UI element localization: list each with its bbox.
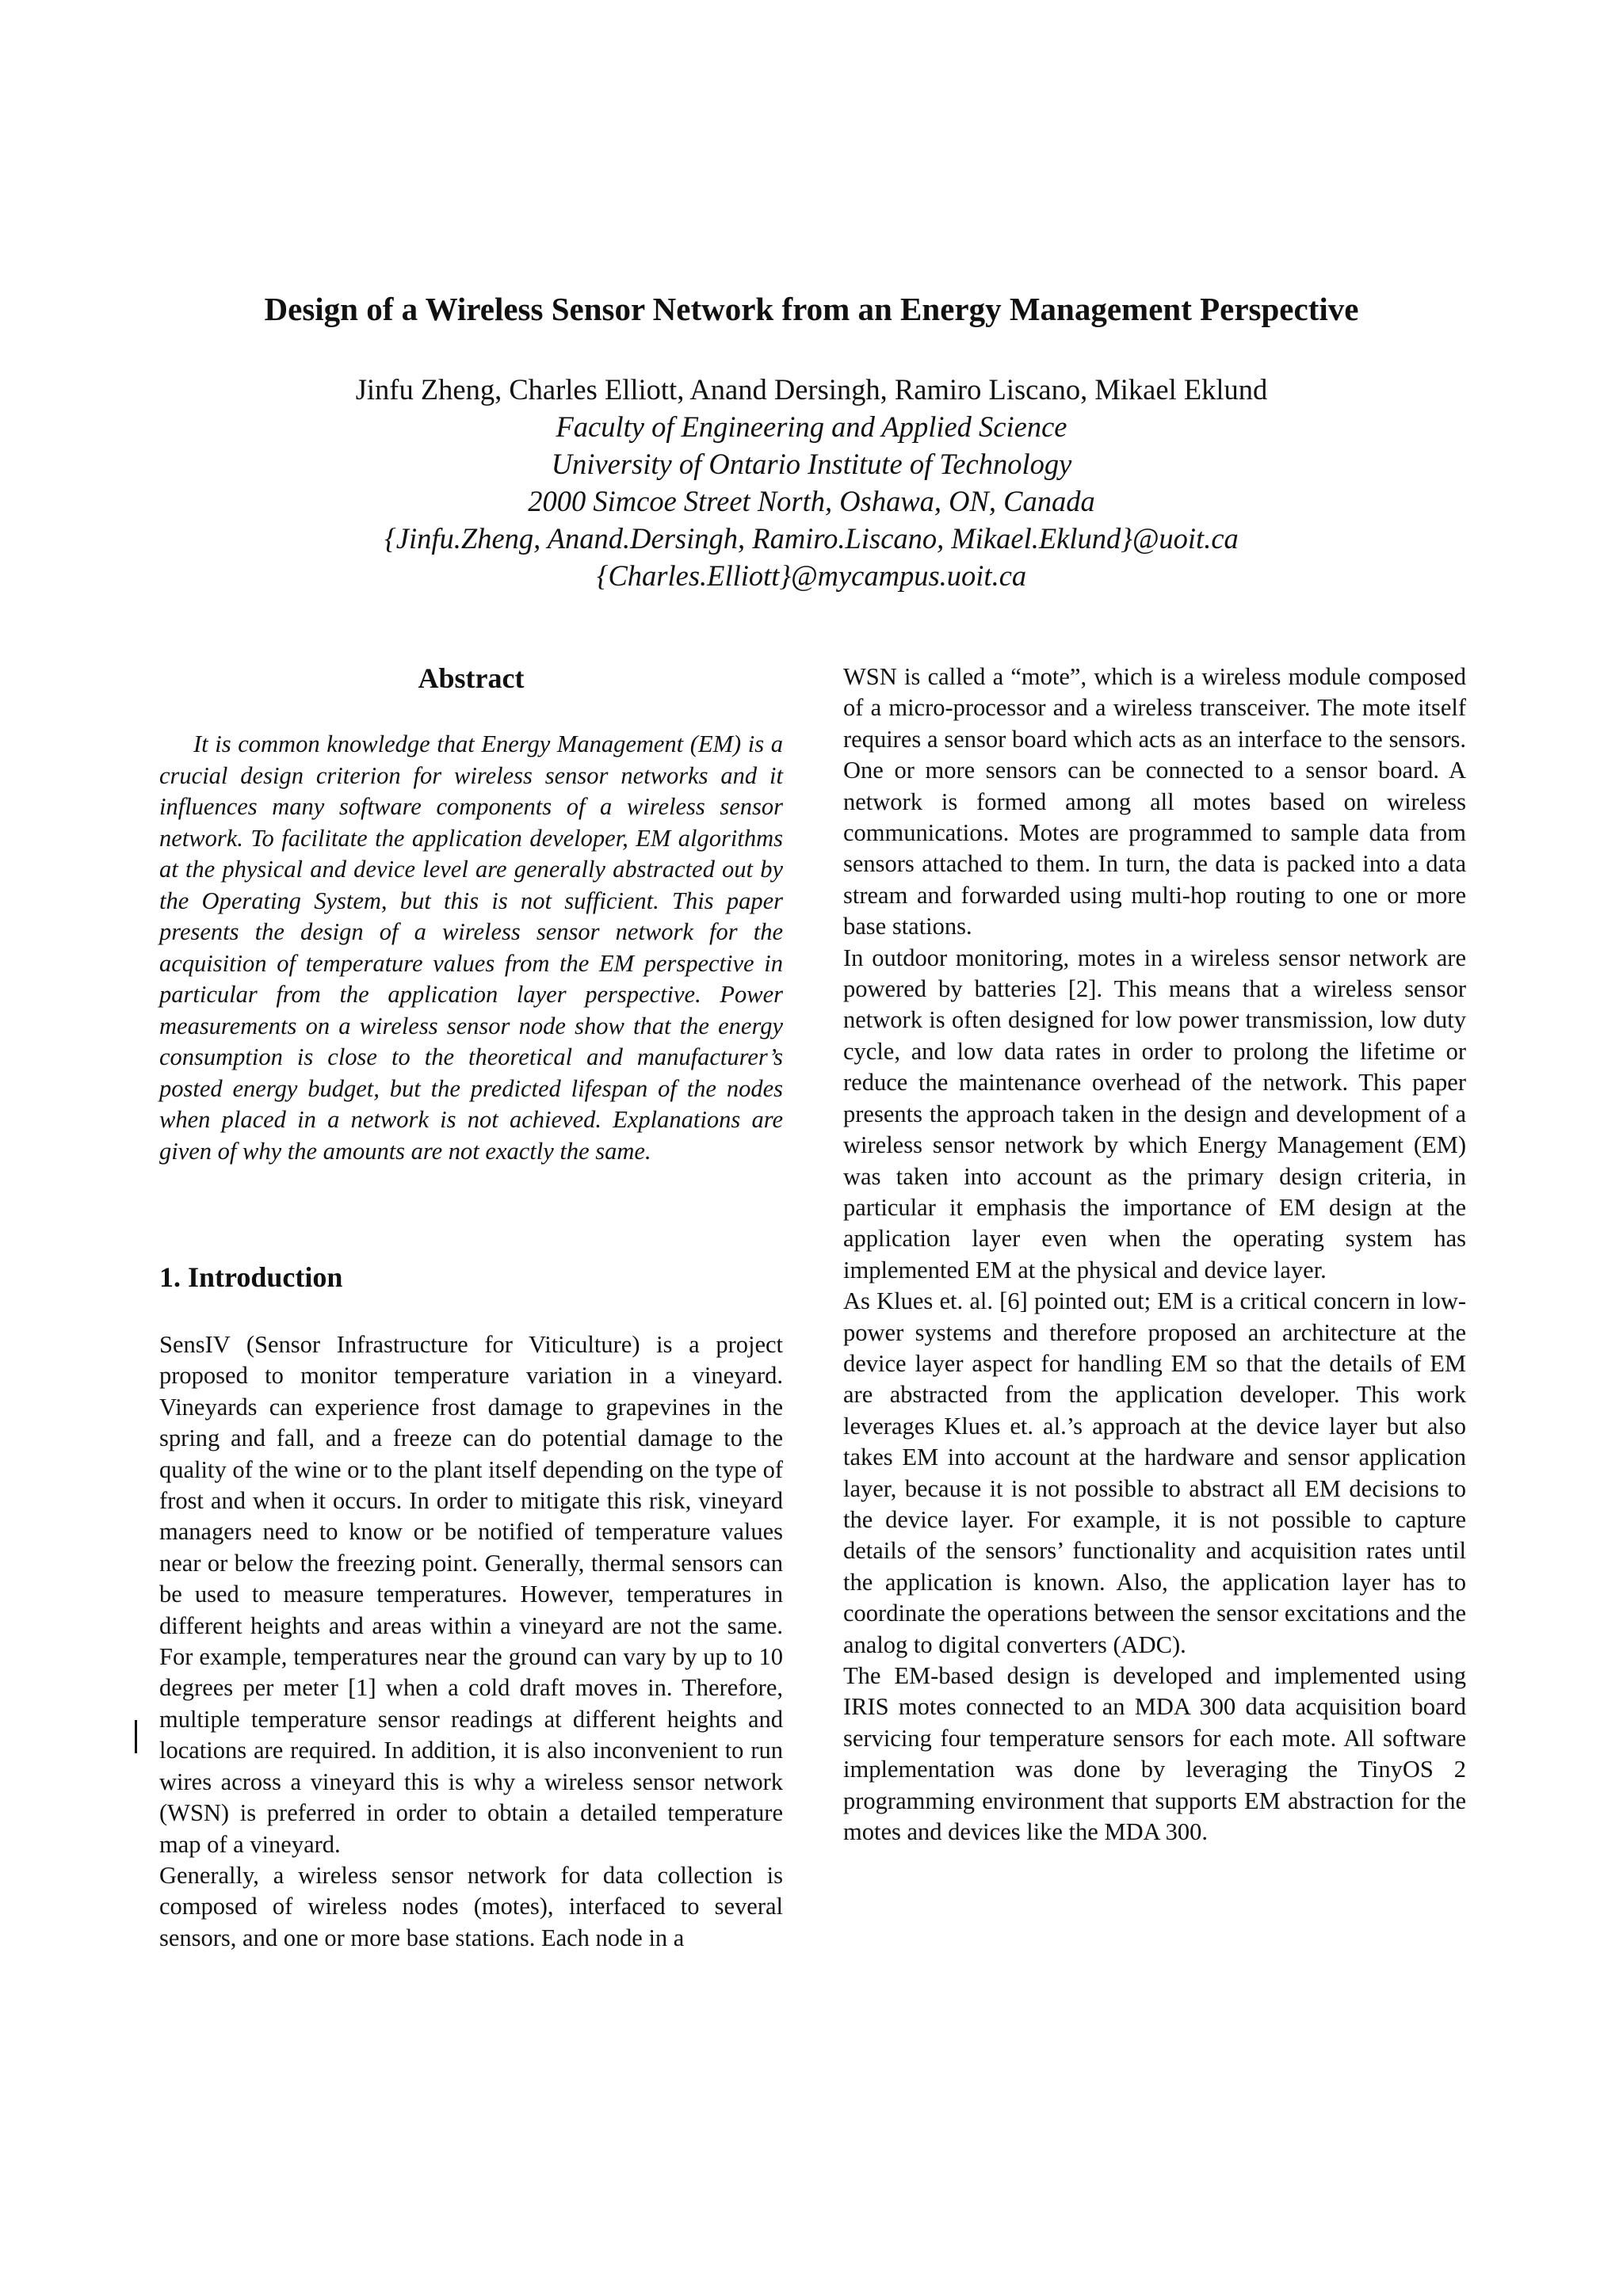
affiliation-faculty: Faculty of Engineering and Applied Science xyxy=(556,410,1067,443)
paper-title: Design of a Wireless Sensor Network from an Energy Management Perspective xyxy=(264,291,1359,327)
right-column-body xyxy=(843,662,1466,1848)
author-names: Jinfu Zheng, Charles Elliott, Anand Dersingh, Ramiro Liscano, Mikael Eklund xyxy=(355,373,1268,406)
body-paragraph: The EM-based design is developed and implemented using IRIS motes connected to an MDA 300 data acquisition board servicing four temperature sensors for each mote. All software implementation was done by leveraging the TinyOS 2 programming environment that supports EM abstraction for the motes and devices like the MDA 300. xyxy=(843,1662,1466,1846)
affiliation-address: 2000 Simcoe Street North, Oshawa, ON, Canada xyxy=(528,485,1095,517)
revision-change-bar xyxy=(135,1720,137,1753)
section-heading-introduction: 1. Introduction xyxy=(159,1261,343,1293)
affiliation-university: University of Ontario Institute of Technology xyxy=(551,448,1072,480)
author-emails-student: {Charles.Elliott}@mycampus.uoit.ca xyxy=(596,559,1027,592)
intro-paragraph: Generally, a wireless sensor network for data collection is composed of wireless nodes (motes), interfaced to several sensors, and one or more base stations. Each node in a xyxy=(159,1861,783,1951)
intro-paragraph: SensIV (Sensor Infrastructure for Viticulture) is a project proposed to monitor temperature variation in a vineyard. Vineyards can experience frost damage to grapevines in the spring and fall, and a freeze can do potential damage to the quality of the wine or to the plant itself depending on the type of frost and when it occurs. In order to mitigate this risk, vineyard managers need to know or be notified of temperature values near or below the freezing point. Generally, thermal sensors can be used to measure temperatures. However, temperatures in different heights and areas within a vineyard are not the same. For example, temperatures near the ground can vary by up to 10 degrees per meter [1] when a cold draft moves in. Therefore, multiple temperature sensor readings at different heights and locations are required. In addition, it is also inconvenient to run wires across a vineyard this is why a wireless sensor network (WSN) is preferred in order to obtain a detailed temperature map of a vineyard. xyxy=(159,1331,783,1858)
abstract-text: It is common knowledge that Energy Management (EM) is a crucial design criterion for wireless sensor networks and it influences many software components of a wireless sensor network. To facilitate the application developer, EM algorithms at the physical and device level are generally abstracted out by the Operating System, but this is not sufficient. This paper presents the design of a wireless sensor network for the acquisition of temperature values from the EM perspective in particular from the application layer perspective. Power measurements on a wireless sensor node show that the energy consumption is close to the theoretical and manufacturer’s posted energy budget, but the predicted lifespan of the nodes when placed in a network is not achieved. Explanations are given of why the amounts are not exactly the same. xyxy=(159,730,783,1165)
author-emails: {Jinfu.Zheng, Anand.Dersingh, Ramiro.Liscano, Mikael.Eklund}@uoit.ca xyxy=(384,522,1239,555)
body-paragraph: In outdoor monitoring, motes in a wireless sensor network are powered by batteries [2]. This means that a wireless sensor network is often designed for low power transmission, low duty cycle, and low data rates in order to prolong the lifetime or reduce the maintenance overhead of the network. This paper presents the approach taken in the design and development of a wireless sensor network by which Energy Management (EM) was taken into account as the primary design criteria, in particular it emphasis the importance of EM design at the application layer even when the operating system has implemented EM at the physical and device layer. xyxy=(843,944,1466,1283)
abstract-heading: Abstract xyxy=(418,662,525,694)
introduction-body xyxy=(159,1329,783,1954)
body-paragraph: As Klues et. al. [6] pointed out; EM is a critical concern in low-power systems and therefore proposed an architecture at the device layer aspect for handling EM so that the details of EM are abstracted from the application developer. This work leverages Klues et. al.’s approach at the device layer but also takes EM into account at the hardware and sensor application layer, because it is not possible to abstract all EM decisions to the device layer. For example, it is not possible to capture details of the sensors’ functionality and acquisition rates until the application is known. Also, the application layer has to coordinate the operations between the sensor excitations and the analog to digital converters (ADC). xyxy=(843,1287,1466,1658)
body-paragraph: WSN is called a “mote”, which is a wireless module composed of a micro-processor and a wireless transceiver. The mote itself requires a sensor board which acts as an interface to the sensors. One or more sensors can be connected to a sensor board. A network is formed among all motes based on wireless communications. Motes are programmed to sample data from sensors attached to them. In turn, the data is packed into a data stream and forwarded using multi-hop routing to one or more base stations. xyxy=(843,663,1466,940)
author-block xyxy=(0,371,1623,594)
